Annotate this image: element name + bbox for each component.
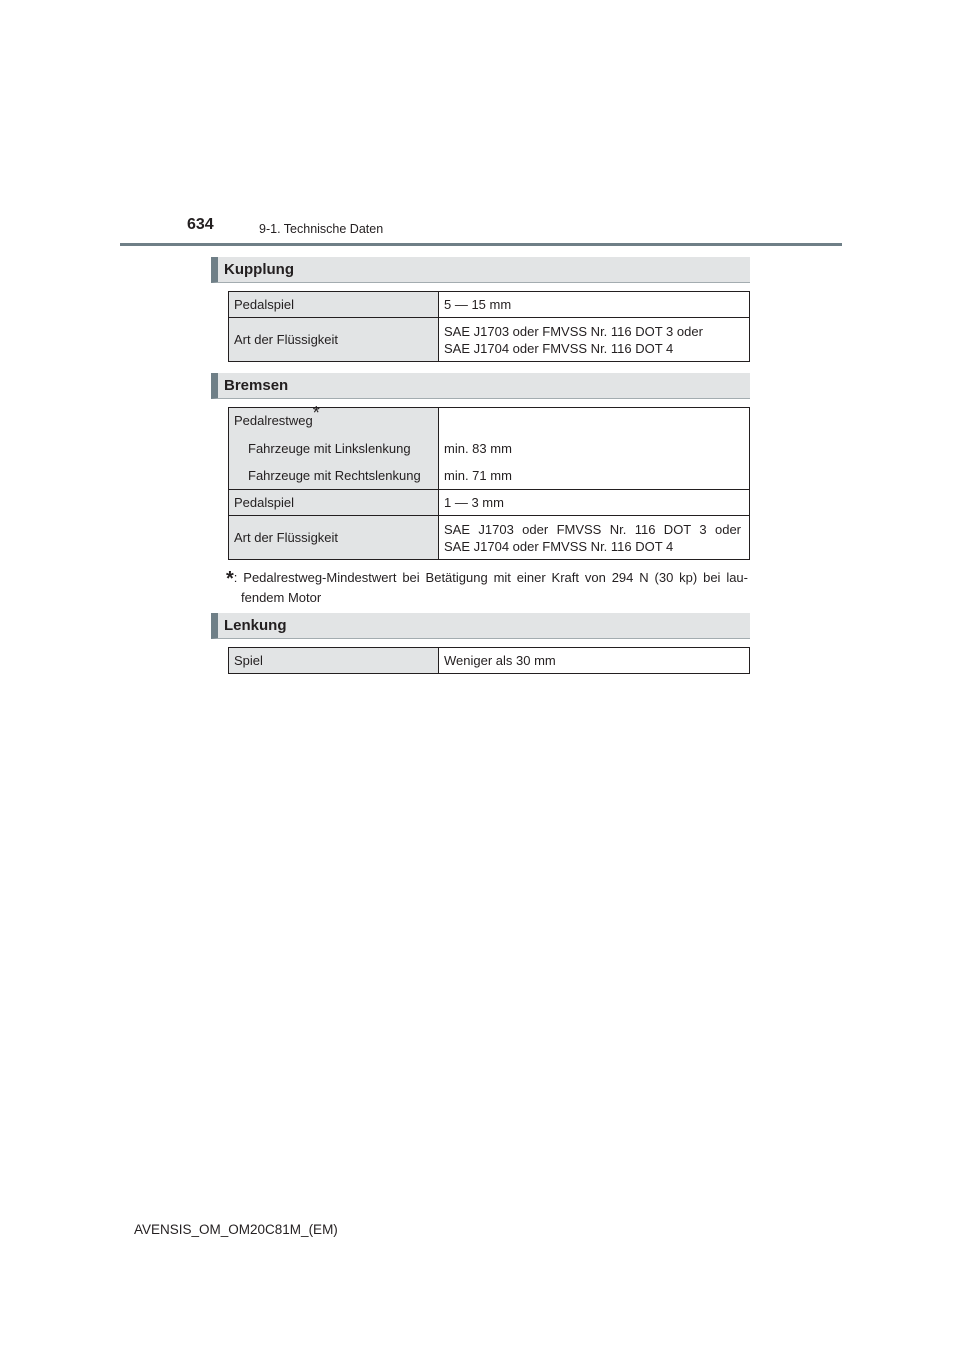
heading-lenkung: Lenkung [211, 613, 750, 639]
footnote-text: fendem Motor [241, 590, 322, 605]
table-kupplung [228, 291, 750, 362]
table-bremsen [228, 402, 750, 560]
table-row [229, 490, 750, 516]
row-label: Pedalspiel [229, 490, 439, 516]
page-number: 634 [187, 216, 214, 233]
row-label: Art der Flüssigkeit [229, 318, 439, 362]
sub-row-label: Fahrzeuge mit Rechtslenkung [248, 468, 421, 483]
footnote [226, 566, 748, 608]
footnote-mark: * [226, 568, 234, 590]
value-line: SAE J1703 oder FMVSS Nr. 116 DOT 3 oder [444, 323, 703, 339]
table-row [229, 318, 750, 362]
sub-row-value: min. 71 mm [444, 468, 512, 483]
value-line: SAE J1703 oder FMVSS Nr. 116 DOT 3 oder [444, 521, 741, 537]
sub-row-label: Fahrzeuge mit Linkslenkung [248, 441, 411, 456]
row-label-group [229, 402, 439, 490]
document-id: AVENSIS_OM_OM20C81M_(EM) [134, 1222, 338, 1237]
value-line: SAE J1704 oder FMVSS Nr. 116 DOT 4 [444, 340, 674, 356]
row-value [439, 318, 750, 362]
header-divider [120, 243, 842, 246]
row-value: 1 — 3 mm [439, 490, 750, 516]
table-row [229, 408, 750, 490]
table-row [229, 292, 750, 318]
row-label: Art der Flüssigkeit [229, 516, 439, 560]
heading-kupplung: Kupplung [211, 257, 750, 283]
row-value [439, 516, 750, 560]
row-value: 5 — 15 mm [439, 292, 750, 318]
table-row [229, 516, 750, 560]
footnote-text: : Pedalrestweg-Mindestwert bei Betätigung mit einer Kraft von 294 N (30 kp) bei lau- [233, 570, 748, 585]
heading-bremsen: Bremsen [211, 373, 750, 399]
value-line: SAE J1704 oder FMVSS Nr. 116 DOT 4 [444, 538, 674, 554]
row-label: Spiel [229, 648, 439, 674]
table-row [229, 648, 750, 674]
table-lenkung [228, 647, 750, 674]
row-label: Pedalrestweg [234, 413, 313, 428]
row-value-group [439, 408, 750, 490]
footnote-mark: * [312, 402, 320, 423]
row-value: Weniger als 30 mm [439, 648, 750, 674]
section-title: 9-1. Technische Daten [259, 222, 384, 236]
sub-row-value: min. 83 mm [444, 441, 512, 456]
row-label: Pedalspiel [229, 292, 439, 318]
